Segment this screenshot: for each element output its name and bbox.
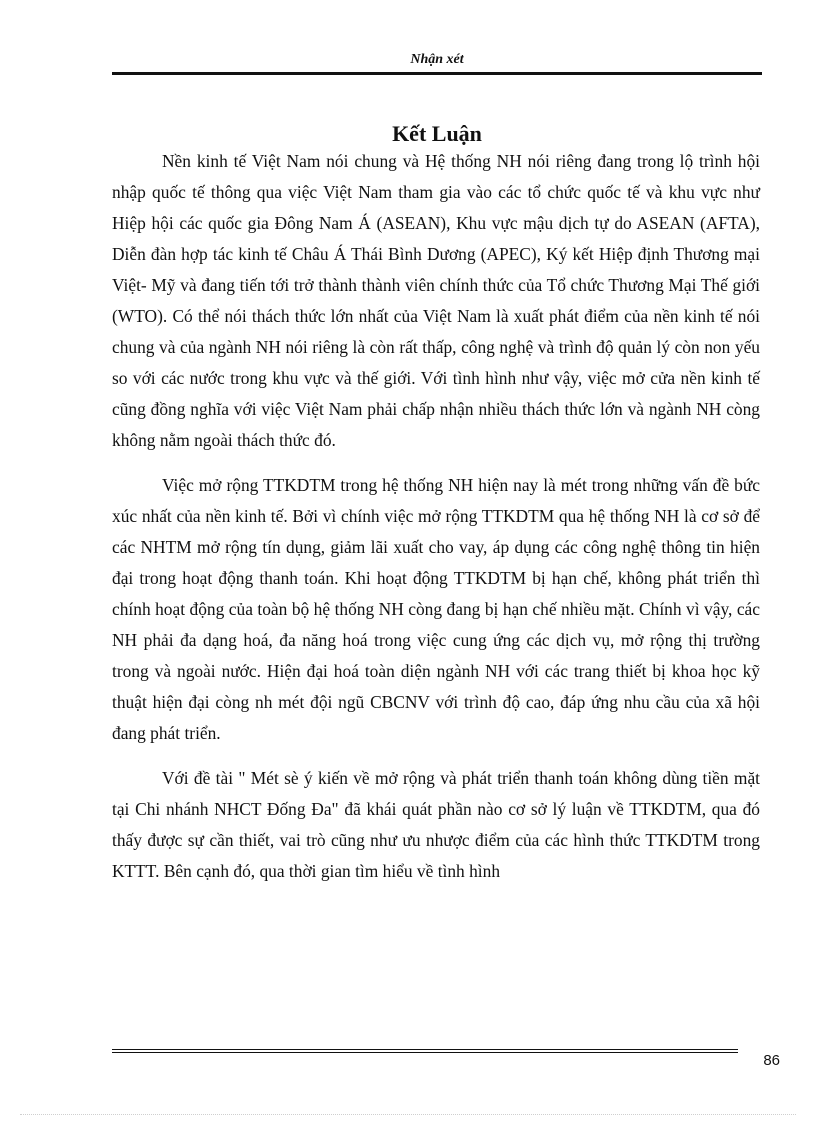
paragraph-1: Nền kinh tế Việt Nam nói chung và Hệ thống NH nói riêng đang trong lộ trình hội nhập quốc tế thông qua việc Việt Nam tham gia vào các tổ chức quốc tế và khu vực như Hiệp hội các quốc gia Đông Nam Á (ASEAN), Khu vực mậu dịch tự do ASEAN (AFTA), Diễn đàn hợp tác kinh tế Châu Á Thái Bình Dương (APEC), Ký kết Hiệp định Thương mại Việt- Mỹ và đang tiến tới trở thành thành viên chính thức của Tổ chức Thương Mại Thế giới (WTO). Có thể nói thách thức lớn nhất của Việt Nam là xuất phát điểm của nền kinh tế nói chung và của ngành NH nói riêng là còn rất thấp, công nghệ và trình độ quản lý còn non yếu so với các nước trong khu vực và thế giới. Với tình hình như vậy, việc mở cửa nền kinh tế cũng đồng nghĩa với việc Việt Nam phải chấp nhận nhiều thách thức lớn và ngành NH còng không nằm ngoài thách thức đó. [112, 151, 760, 450]
running-header-title: Nhận xét [410, 52, 464, 67]
paragraph-3: Với đề tài " Mét sè ý kiến về mở rộng và phát triển thanh toán không dùng tiền mặt tại Chi nhánh NHCT Đống Đa" đã khái quát phần nào cơ sở lý luận về TTKDTM, qua đó thấy được sự cần thiết, vai trò cũng như ưu nhược điểm của các hình thức TTKDTM trong KTTT. Bên cạnh đó, qua thời gian tìm hiểu về tình hình [112, 768, 760, 881]
page-title: Kết Luận [392, 121, 482, 146]
header-rule [112, 72, 762, 75]
footer-rule [112, 1049, 738, 1053]
page-bottom-dotted-line [20, 1114, 796, 1115]
paragraph-2: Việc mở rộng TTKDTM trong hệ thống NH hiện nay là mét trong những vấn đề bức xúc nhất của nền kinh tế. Bởi vì chính việc mở rộng TTKDTM qua hệ thống NH là cơ sở để các NHTM mở rộng tín dụng, giảm lãi xuất cho vay, áp dụng các công nghệ thông tin hiện đại trong hoạt động thanh toán. Khi hoạt động TTKDTM bị hạn chế, không phát triển thì chính hoạt động của toàn bộ hệ thống NH còng đang bị hạn chế nhiều mặt. Chính vì vậy, các NH phải đa dạng hoá, đa năng hoá trong việc cung ứng các dịch vụ, mở rộng thị trường trong và ngoài nước. Hiện đại hoá toàn diện ngành NH với các trang thiết bị khoa học kỹ thuật hiện đại còng nh mét đội ngũ CBCNV với trình độ cao, đáp ứng nhu cầu của xã hội đang phát triển. [112, 475, 760, 743]
page-number: 86 [763, 1052, 780, 1069]
body-text [112, 146, 760, 901]
